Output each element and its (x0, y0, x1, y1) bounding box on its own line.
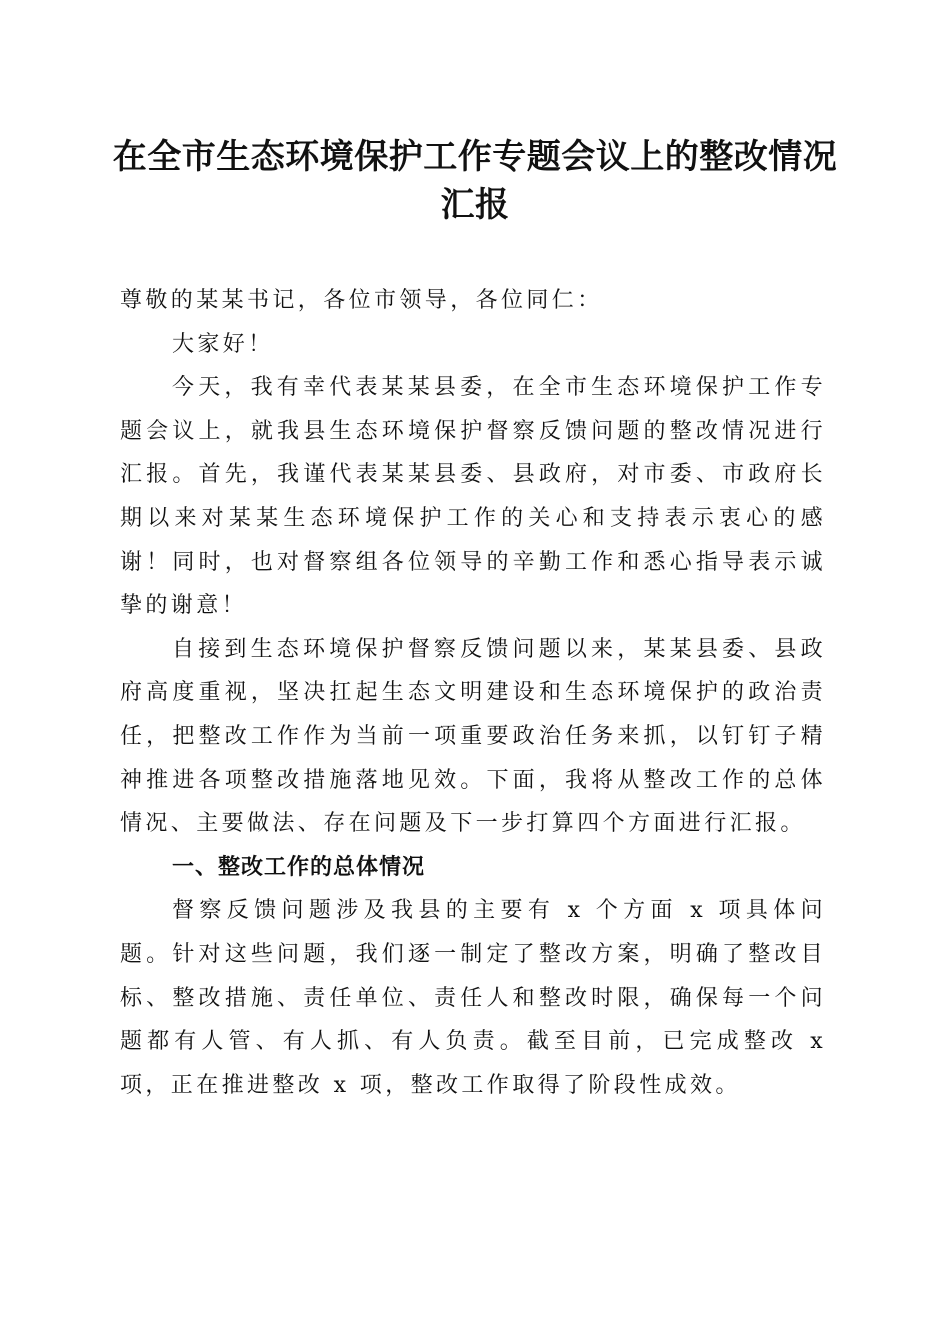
intro-paragraph: 今天，我有幸代表某某县委，在全市生态环境保护工作专题会议上，就我县生态环境保护督察反馈问题的整改情况进行汇报。首先，我谨代表某某县委、县政府，对市委、市政府长期以来对某某生态环境保护工作的关心和支持表示衷心的感谢！同时，也对督察组各位领导的辛勤工作和悉心指导表示诚挚的谢意！ (120, 375, 826, 619)
document-body (120, 279, 826, 1107)
section-heading: 一、整改工作的总体情况 (172, 854, 426, 880)
background-paragraph: 自接到生态环境保护督察反馈问题以来，某某县委、县政府高度重视，坚决扛起生态文明建设和生态环境保护的政治责任，把整改工作作为当前一项重要政治任务来抓，以钉钉子精神推进各项整改措施落地见效。下面，我将从整改工作的总体情况、主要做法、存在问题及下一步打算四个方面进行汇报。 (120, 636, 826, 837)
salutation: 尊敬的某某书记，各位市领导，各位同仁： (120, 288, 603, 313)
document-title: 在全市生态环境保护工作专题会议上的整改情况汇报 (112, 137, 838, 225)
greeting: 大家好！ (172, 331, 274, 357)
section-paragraph: 督察反馈问题涉及我县的主要有 x 个方面 x 项具体问题。针对这些问题，我们逐一制定了整改方案，明确了整改目标、整改措施、责任单位、责任人和整改时限，确保每一个问题都有人管、有人抓、有人负责。截至目前，已完成整改 x 项，正在推进整改 x 项，整改工作取得了阶段性成效。 (120, 898, 826, 1098)
